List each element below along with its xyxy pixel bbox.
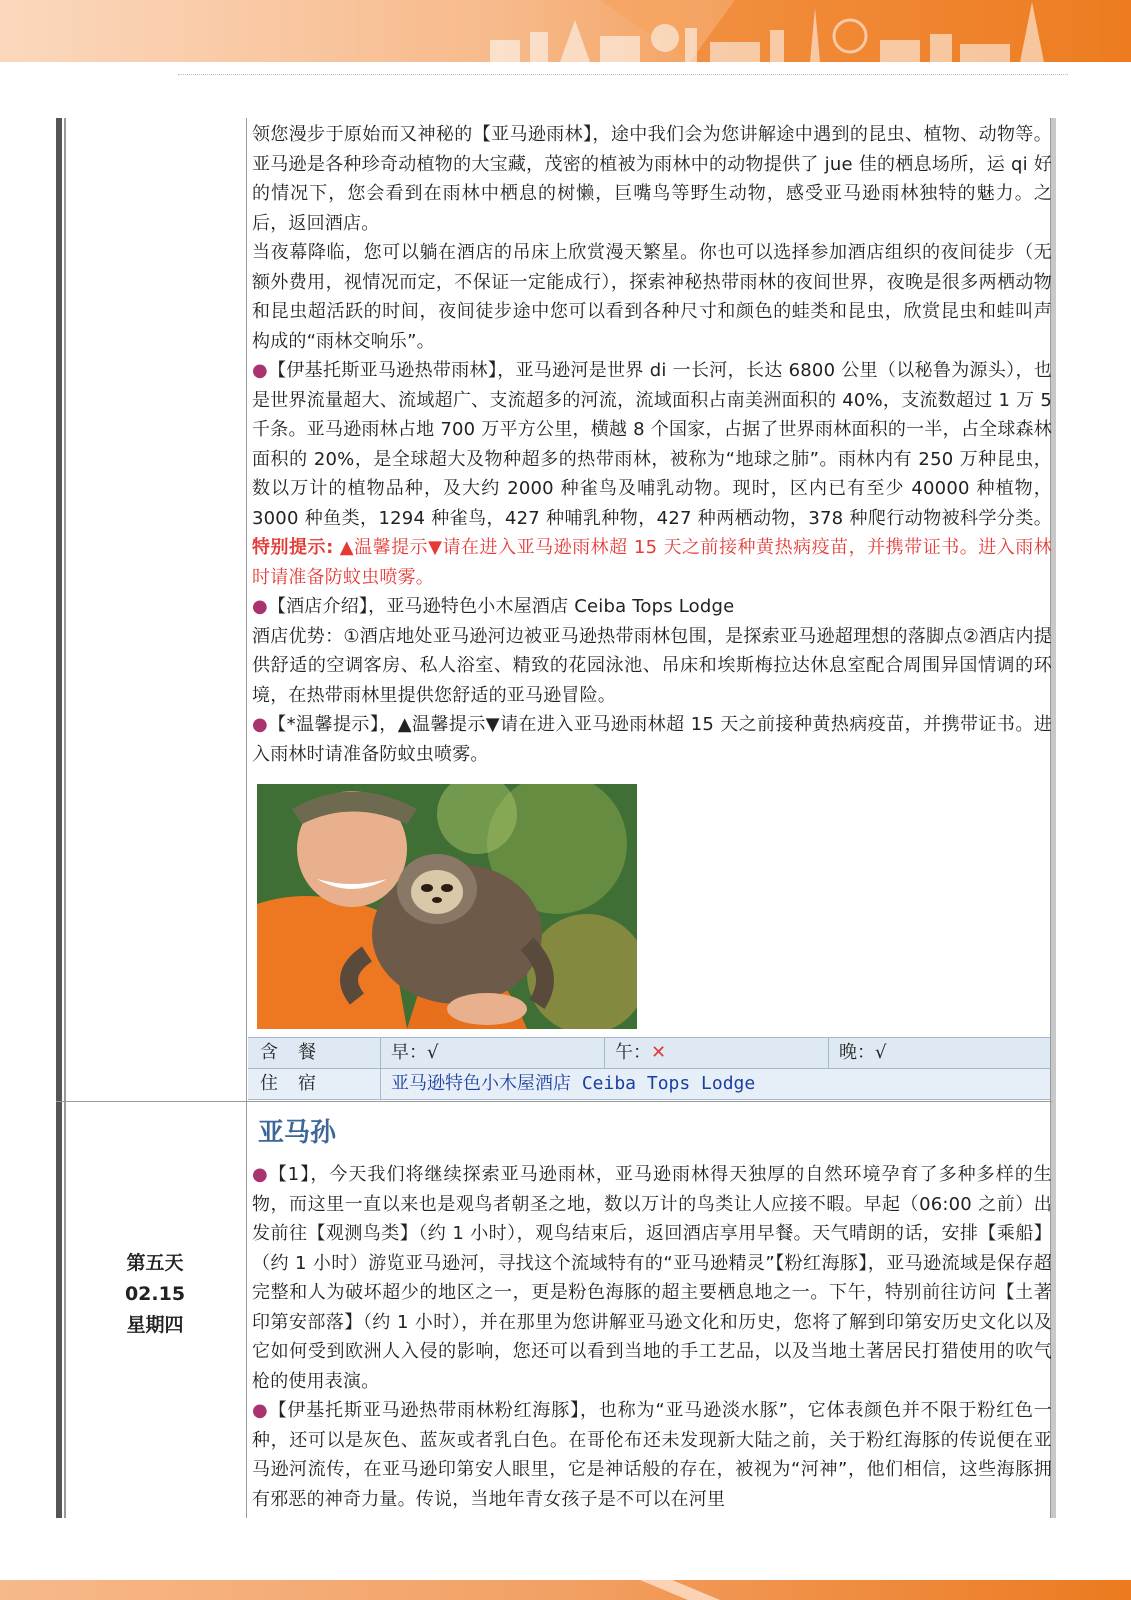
day5-content bbox=[252, 1160, 1052, 1514]
special-tip-text: ▲温馨提示▼请在进入亚马逊雨林超 15 天之前接种黄热病疫苗，并携带证书。进入雨林时请准备防蚊虫喷雾。 bbox=[252, 537, 1053, 588]
day-label: 第五天 bbox=[126, 1252, 184, 1274]
breakfast-cell: 早：√ bbox=[380, 1038, 604, 1068]
day5-dolphin-intro: ●【伊基托斯亚马逊热带雨林粉红海豚】，也称为“亚马逊淡水豚”，它体表颜色并不限于粉红色一种，还可以是灰色、蓝灰或者乳白色。在哥伦布还未发现新大陆之前，关于粉红海豚的传说便在亚马逊河流传，在亚马逊印第安人眼里，它是神话般的存在，被视为“河神”，他们相信，这些海豚拥有邪恶的神奇力量。传说，当地年青女孩子是不可以在河里 bbox=[252, 1400, 1053, 1510]
header-banner bbox=[0, 0, 1131, 62]
special-tip-label: 特别提示 bbox=[252, 537, 327, 558]
day5-date-cell bbox=[62, 1248, 248, 1341]
bullet-icon: ● bbox=[252, 596, 268, 617]
day4-warm-tip: ●【*温馨提示】，▲温馨提示▼请在进入亚马逊雨林超 15 天之前接种黄热病疫苗，并携带证书。进入雨林时请准备防蚊虫喷雾。 bbox=[252, 714, 1052, 765]
day4-rainforest-intro: ●【伊基托斯亚马逊热带雨林】，亚马逊河是世界 di 一长河，长达 6800 公里（以秘鲁为源头），也是世界流量超大、流域超广、支流超多的河流，流域面积占南美洲面积的 40%，支流数超过 1 万 5 千条。亚马逊雨林占地 700 万平方公里，横越 8 个国家，占据了世界雨林面积的一半，占全球森林面积的 20%，是全球超大及物种超多的热带雨林，被称为“地球之肺”。雨林内有 250 万种昆虫，数以万计的植物品种，及大约 2000 种雀鸟及哺乳动物。现时，区内已有至少 40000 种植物，3000 种鱼类，1294 种雀鸟，427 种哺乳种物，427 种两栖动物，378 种爬行动物被科学分类。特别提示: ▲温馨提示▼请在进入亚马逊雨林超 15 天之前接种黄热病疫苗，并携带证书。进入雨林时请准备防蚊虫喷雾。 bbox=[252, 360, 1053, 588]
day4-hotel-intro: ●【酒店介绍】，亚马逊特色小木屋酒店 Ceiba Tops Lodge bbox=[252, 596, 735, 617]
row-divider bbox=[56, 1101, 1052, 1102]
day4-paragraph-2: 当夜幕降临，您可以躺在酒店的吊床上欣赏漫天繁星。你也可以选择参加酒店组织的夜间徒步（无额外费用，视情况而定，不保证一定能成行），探索神秘热带雨林的夜间世界，夜晚是很多两栖动物和昆虫超活跃的时间，夜间徒步途中您可以看到各种尺寸和颜色的蛙类和昆虫，欣赏昆虫和蛙叫声构成的“雨林交响乐”。 bbox=[252, 242, 1052, 352]
sloth-photo bbox=[257, 784, 637, 1029]
day5-activity: ●【1】，今天我们将继续探索亚马逊雨林，亚马逊雨林得天独厚的自然环境孕育了多种多样的生物，而这里一直以来也是观鸟者朝圣之地，数以万计的鸟类让人应接不暇。早起（06:00 之前）出发前往【观测鸟类】（约 1 小时），观鸟结束后，返回酒店享用早餐。天气晴朗的话，安排【乘船】（约 1 小时）游览亚马逊河，寻找这个流域特有的“亚马逊精灵”【粉红海豚】，亚马逊流域是保存超完整和人为破坏超少的地区之一，更是粉色海豚的超主要栖息地之一。下午，特别前往访问【土著印第安部落】（约 1 小时），并在那里为您讲解亚马逊文化和历史，您将了解到印第安历史文化以及它如何受到欧洲人入侵的影响，您还可以看到当地的手工艺品，以及当地土著居民打猎使用的吹气枪的使用表演。 bbox=[252, 1164, 1052, 1392]
date-label: 02.15 bbox=[124, 1283, 186, 1305]
day4-paragraph-1: 领您漫步于原始而又神秘的【亚马逊雨林】，途中我们会为您讲解途中遇到的昆虫、植物、动物等。亚马逊是各种珍奇动植物的大宝藏，茂密的植被为雨林中的动物提供了 jue 佳的栖息场所，运 qi 好的情况下，您会看到在雨林中栖息的树懒，巨嘴鸟等野生动物，感受亚马逊雨林独特的魅力。之后，返回酒店。 bbox=[252, 124, 1052, 234]
lunch-cell: 午：✕ bbox=[604, 1038, 828, 1068]
cross-icon: ✕ bbox=[651, 1042, 667, 1063]
day4-content bbox=[252, 120, 1052, 769]
weekday-label: 星期四 bbox=[126, 1314, 184, 1336]
lodging-row bbox=[248, 1068, 1050, 1100]
day5-title: 亚马孙 bbox=[258, 1118, 337, 1148]
day4-hotel-description: 酒店优势：①酒店地处亚马逊河边被亚马逊热带雨林包围，是探索亚马逊超理想的落脚点②酒店内提供舒适的空调客房、私人浴室、精致的花园泳池、吊床和埃斯梅拉达休息室配合周围异国情调的环境，在热带雨林里提供您舒适的亚马逊冒险。 bbox=[252, 625, 1052, 706]
meals-label: 含餐 bbox=[260, 1042, 336, 1063]
bullet-icon: ● bbox=[252, 1400, 269, 1421]
footer-banner bbox=[0, 1580, 1131, 1600]
lodging-label: 住宿 bbox=[260, 1073, 336, 1094]
meals-row bbox=[248, 1037, 1050, 1069]
bullet-icon: ● bbox=[252, 1164, 269, 1185]
dinner-cell: 晚：√ bbox=[828, 1038, 1050, 1068]
header-divider bbox=[178, 74, 1068, 75]
city-skyline-graphic bbox=[480, 0, 1080, 62]
bullet-icon: ● bbox=[252, 714, 269, 735]
bullet-icon: ● bbox=[252, 360, 269, 381]
lodging-value: 亚马逊特色小木屋酒店 Ceiba Tops Lodge bbox=[380, 1069, 1050, 1099]
